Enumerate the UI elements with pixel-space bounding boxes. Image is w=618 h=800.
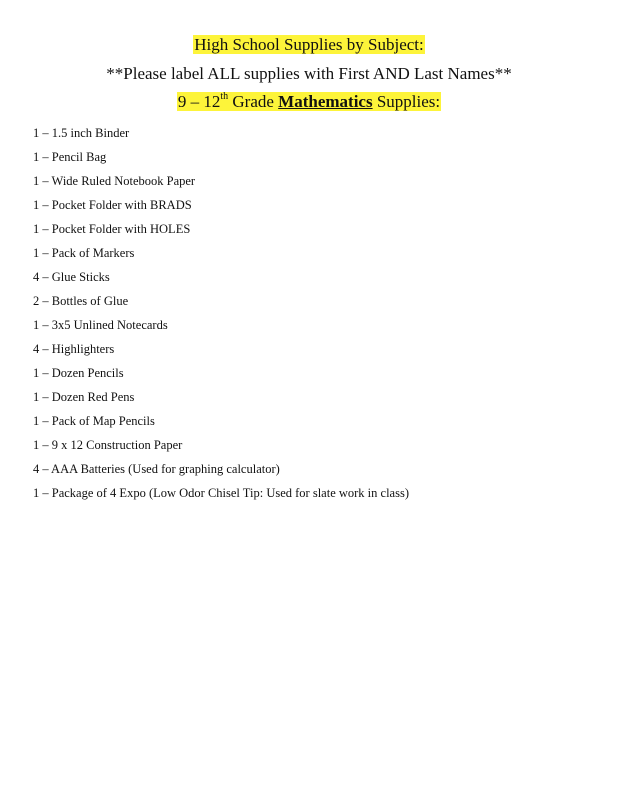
page-title: High School Supplies by Subject: (194, 35, 424, 54)
instruction-line (0, 64, 618, 84)
grade-range: 9 – 12 (177, 92, 221, 111)
supply-item: 1 – Dozen Pencils (33, 366, 124, 380)
supply-item: 2 – Bottles of Glue (33, 294, 129, 308)
supply-item: 1 – 1.5 inch Binder (33, 126, 130, 140)
label-instruction: **Please label ALL supplies with First AND Last Names** (106, 64, 512, 83)
supply-item: 1 – Package of 4 Expo (Low Odor Chisel Tip: Used for slate work in class) (33, 486, 409, 500)
supply-item: 4 – Glue Sticks (33, 270, 110, 284)
supply-item: 4 – Highlighters (33, 342, 115, 356)
grade-subject-highlight (177, 92, 441, 111)
supply-item: 4 – AAA Batteries (Used for graphing calculator) (33, 462, 280, 476)
supply-item: 1 – Pocket Folder with HOLES (33, 222, 191, 236)
supplies-word: Supplies: (376, 92, 441, 111)
title-line (0, 35, 618, 55)
supply-item: 1 – 3x5 Unlined Notecards (33, 318, 168, 332)
supply-item: 1 – Wide Ruled Notebook Paper (33, 174, 196, 188)
supply-item: 1 – Pocket Folder with BRADS (33, 198, 192, 212)
supply-item: 1 – Pack of Markers (33, 246, 135, 260)
grade-subject-heading (0, 92, 618, 112)
supply-item: 1 – Dozen Red Pens (33, 390, 135, 404)
supply-item: 1 – 9 x 12 Construction Paper (33, 438, 183, 452)
supply-item: 1 – Pencil Bag (33, 150, 107, 164)
subject-name: Mathematics (278, 92, 373, 111)
grade-ordinal: th (220, 91, 229, 103)
grade-word: Grade (232, 92, 274, 111)
supply-item: 1 – Pack of Map Pencils (33, 414, 155, 428)
supply-list (33, 125, 409, 509)
